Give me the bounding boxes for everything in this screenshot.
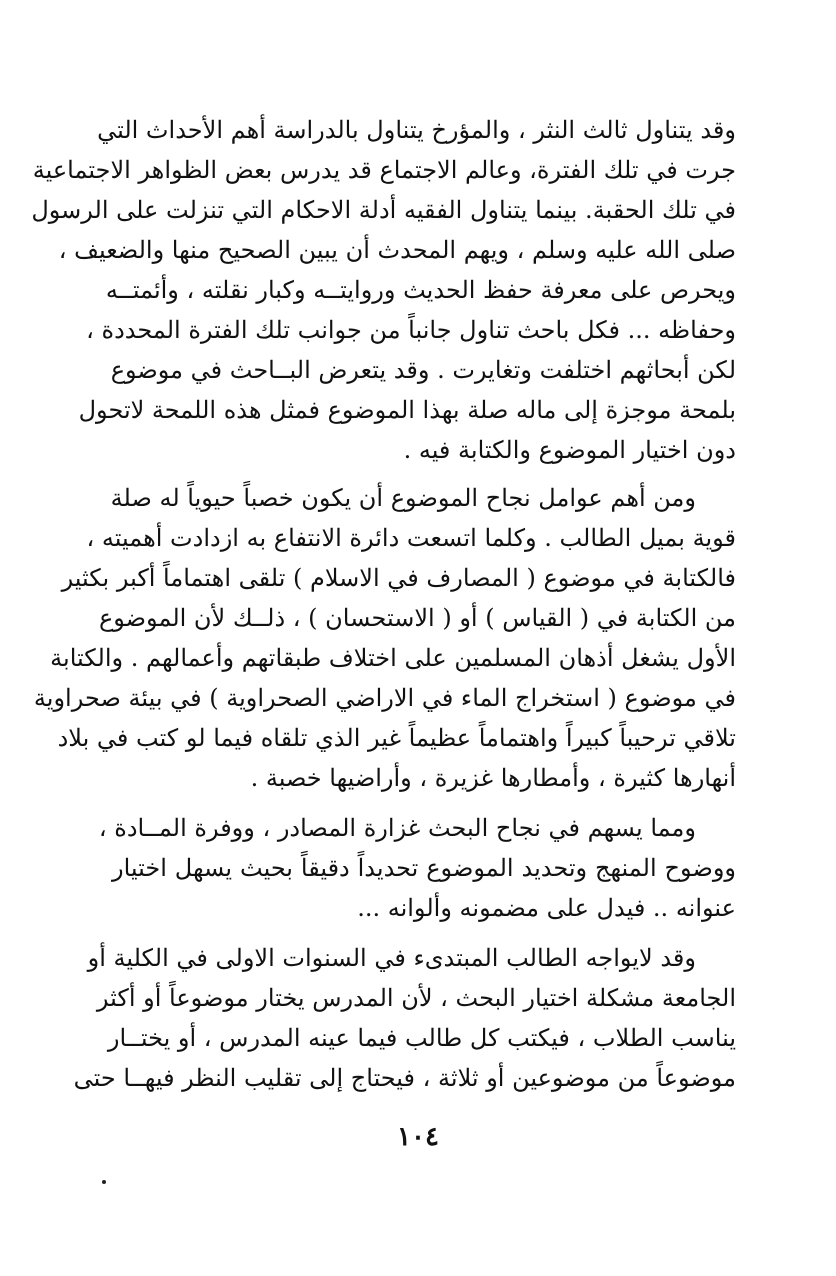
text-line: ومن أهم عوامل نجاح الموضوع أن يكون خصباً حيوياً له صلة xyxy=(110,484,696,512)
text-line: جرت في تلك الفترة، وعالم الاجتماع قد يدرس بعض الظواهر الاجتماعية xyxy=(32,156,736,184)
text-line: لكن أبحاثهم اختلفت وتغايرت . وقد يتعرض البــاحث في موضوع xyxy=(110,356,736,384)
page-number: ١٠٤ xyxy=(397,1122,439,1152)
text-line: قوية بميل الطالب . وكلما اتسعت دائرة الانتفاع به ازدادت أهميته ، xyxy=(86,524,736,552)
text-line: يناسب الطلاب ، فيكتب كل طالب فيما عينه المدرس ، أو يختــار xyxy=(107,1024,736,1052)
text-line: الأول يشغل أذهان المسلمين على اختلاف طبقاتهم وأعمالهم . والكتابة xyxy=(50,644,736,672)
text-line: في تلك الحقبة. بينما يتناول الفقيه أدلة الاحكام التي تنزلت على الرسول xyxy=(31,196,736,224)
text-line: تلاقي ترحيباً كبيراً واهتماماً عظيماً غير الذي تلقاه فيما لو كتب في بلاد xyxy=(57,724,736,752)
text-line: صلى الله عليه وسلم ، ويهم المحدث أن يبين الصحيح منها والضعيف ، xyxy=(58,236,736,264)
text-line: دون اختيار الموضوع والكتابة فيه . xyxy=(403,436,736,464)
text-line: أنهارها كثيرة ، وأمطارها غزيرة ، وأراضيها خصبة . xyxy=(250,764,736,792)
text-line: عنوانه .. فيدل على مضمونه وألوانه ... xyxy=(357,894,736,922)
paragraph-1 xyxy=(31,110,736,470)
text-line: وقد يتناول ثالث النثر ، والمؤرخ يتناول بالدراسة أهم الأحداث التي xyxy=(97,116,736,144)
stray-dot-mark xyxy=(102,1180,106,1184)
text-line: ووضوح المنهج وتحديد الموضوع تحديداً دقيقاً بحيث يسهل اختيار xyxy=(112,854,736,882)
text-line: ويحرص على معرفة حفظ الحديث وروايتــه وكبار نقلته ، وأئمتــه xyxy=(105,276,736,304)
paragraph-3 xyxy=(98,808,736,928)
text-line: بلمحة موجزة إلى ماله صلة بهذا الموضوع فمثل هذه اللمحة لاتحول xyxy=(78,396,736,424)
text-line: من الكتابة في ( القياس ) أو ( الاستحسان ) ، ذلــك لأن الموضوع xyxy=(98,604,736,632)
paragraph-2 xyxy=(33,478,736,798)
text-line: في موضوع ( استخراج الماء في الاراضي الصحراوية ) في بيئة صحراوية xyxy=(33,684,736,712)
text-line: ومما يسهم في نجاح البحث غزارة المصادر ، ووفرة المــادة ، xyxy=(98,814,696,842)
text-line: وقد لايواجه الطالب المبتدىء في السنوات الاولى في الكلية أو xyxy=(87,944,696,972)
text-line: الجامعة مشكلة اختيار البحث ، لأن المدرس يختار موضوعاً أو أكثر xyxy=(96,984,736,1012)
text-line: فالكتابة في موضوع ( المصارف في الاسلام ) تلقى اهتماماً أكبر بكثير xyxy=(61,564,736,592)
paragraph-4 xyxy=(73,938,736,1098)
text-line: وحفاظه ... فكل باحث تناول جانباً من جوانب تلك الفترة المحددة ، xyxy=(86,316,736,344)
text-line: موضوعاً من موضوعين أو ثلاثة ، فيحتاج إلى تقليب النظر فيهــا حتى xyxy=(73,1064,736,1092)
